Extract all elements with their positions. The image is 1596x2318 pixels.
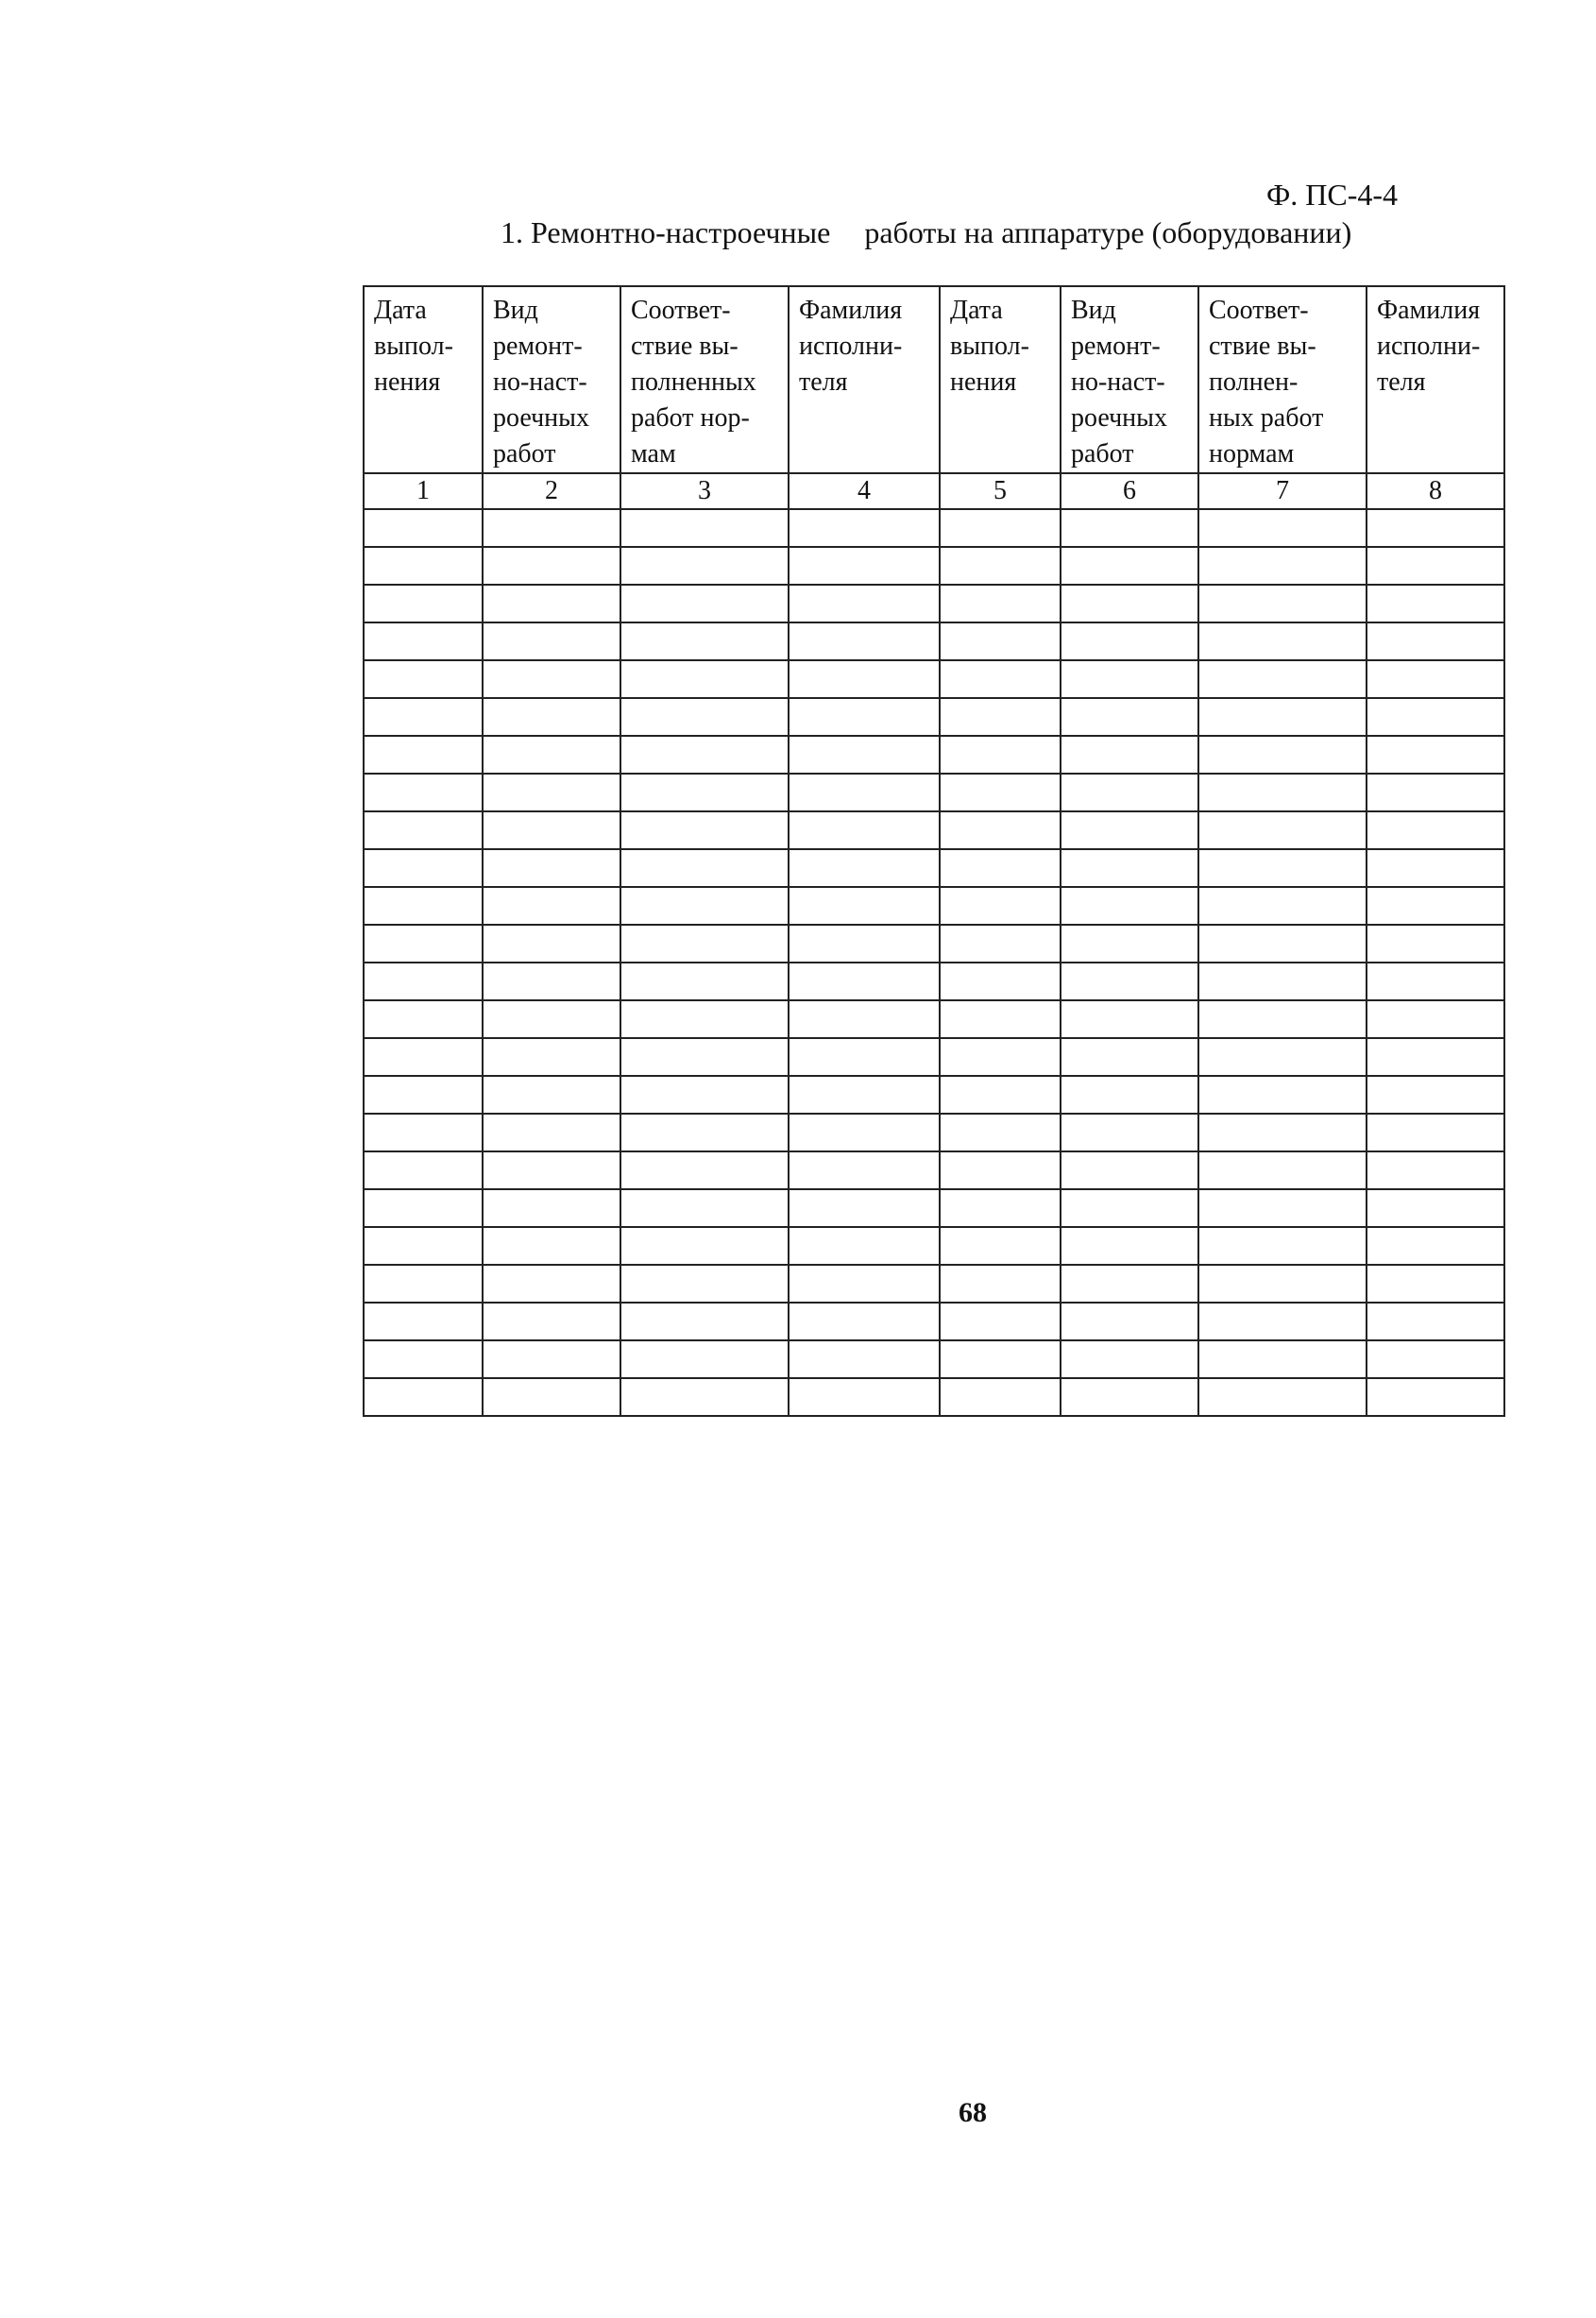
table-cell [789, 1303, 940, 1340]
table-cell [789, 1038, 940, 1076]
table-cell [364, 1000, 483, 1038]
table-cell [620, 849, 789, 887]
table-row [364, 1151, 1504, 1189]
table-cell [1061, 1265, 1198, 1303]
table-cell [1061, 887, 1198, 925]
table-row [364, 849, 1504, 887]
table-cell [620, 1038, 789, 1076]
table-cell [1061, 963, 1198, 1000]
table-cell [364, 585, 483, 622]
table-cell [620, 736, 789, 774]
table-cell [364, 1340, 483, 1378]
table-cell [483, 736, 620, 774]
table-row [364, 1265, 1504, 1303]
table-cell [940, 963, 1061, 1000]
table-cell [620, 585, 789, 622]
table-row [364, 1340, 1504, 1378]
table-cell [483, 774, 620, 811]
table-cell [940, 1227, 1061, 1265]
page-number: 68 [959, 2097, 987, 2128]
table-cell [620, 774, 789, 811]
table-cell [1367, 1189, 1504, 1227]
table-cell [1198, 622, 1367, 660]
table-cell [789, 1378, 940, 1416]
table-cell [1198, 660, 1367, 698]
header-row [364, 286, 1504, 473]
table-row [364, 1378, 1504, 1416]
table-cell [1061, 547, 1198, 585]
table-cell [1061, 1038, 1198, 1076]
table-cell [1198, 849, 1367, 887]
table-cell [940, 1000, 1061, 1038]
table-cell [1367, 1227, 1504, 1265]
table-cell [1367, 547, 1504, 585]
table-cell [789, 1265, 940, 1303]
table-cell [1061, 509, 1198, 547]
table-cell [940, 1378, 1061, 1416]
table-row [364, 736, 1504, 774]
table-cell [620, 1378, 789, 1416]
table-cell [1367, 698, 1504, 736]
table-cell [364, 660, 483, 698]
table-row [364, 811, 1504, 849]
table-cell [364, 925, 483, 963]
table-cell [483, 622, 620, 660]
table-cell [789, 585, 940, 622]
table-cell [483, 585, 620, 622]
table-row [364, 622, 1504, 660]
table-cell [789, 774, 940, 811]
table-cell [789, 1340, 940, 1378]
table-cell [620, 925, 789, 963]
table-cell [1198, 736, 1367, 774]
table-cell [1061, 1076, 1198, 1114]
table-cell [364, 1189, 483, 1227]
form-title-part2: работы на аппаратуре (оборудовании) [864, 215, 1352, 249]
table-cell [1367, 774, 1504, 811]
table-cell [483, 925, 620, 963]
table-cell [483, 1000, 620, 1038]
header-executor-2: Фамилия исполни- теля [1367, 286, 1504, 473]
table-row [364, 1038, 1504, 1076]
table-cell [1061, 585, 1198, 622]
table-cell [789, 698, 940, 736]
table-cell [940, 660, 1061, 698]
table-cell [483, 1038, 620, 1076]
table-cell [620, 698, 789, 736]
table-cell [1061, 1151, 1198, 1189]
column-number-row [364, 473, 1504, 509]
table-cell [364, 1038, 483, 1076]
table-cell [1367, 585, 1504, 622]
table-cell [1061, 1340, 1198, 1378]
table-cell [940, 622, 1061, 660]
table-cell [1198, 1378, 1367, 1416]
table-row [364, 1114, 1504, 1151]
table-cell [1061, 1378, 1198, 1416]
table-cell [483, 1378, 620, 1416]
table-cell [1367, 1114, 1504, 1151]
table-cell [1061, 622, 1198, 660]
table-cell [940, 1114, 1061, 1151]
table-cell [1367, 1151, 1504, 1189]
table-cell [1061, 1227, 1198, 1265]
table-cell [1061, 1189, 1198, 1227]
table-cell [1198, 1038, 1367, 1076]
table-cell [1367, 509, 1504, 547]
table-row [364, 887, 1504, 925]
table-cell [940, 925, 1061, 963]
column-number: 7 [1198, 473, 1367, 509]
table-cell [1198, 1189, 1367, 1227]
table-row [364, 698, 1504, 736]
table-cell [364, 622, 483, 660]
table-row [364, 547, 1504, 585]
table-cell [483, 1227, 620, 1265]
table-cell [1061, 849, 1198, 887]
table-cell [620, 509, 789, 547]
table-cell [483, 811, 620, 849]
table-cell [483, 887, 620, 925]
table-cell [1367, 1303, 1504, 1340]
table-cell [1367, 660, 1504, 698]
table-cell [940, 887, 1061, 925]
table-cell [1198, 925, 1367, 963]
table-cell [620, 1303, 789, 1340]
table-cell [364, 1303, 483, 1340]
table-cell [789, 622, 940, 660]
table-cell [483, 660, 620, 698]
table-cell [1198, 1076, 1367, 1114]
table-cell [940, 547, 1061, 585]
table-cell [364, 509, 483, 547]
table-row [364, 1189, 1504, 1227]
table-cell [1367, 622, 1504, 660]
table-cell [620, 1340, 789, 1378]
table-cell [940, 1151, 1061, 1189]
form-code: Ф. ПС-4-4 [1265, 178, 1398, 212]
table-cell [620, 622, 789, 660]
header-date-1: Дата выпол- нения [364, 286, 483, 473]
table-cell [1367, 849, 1504, 887]
table-cell [364, 1076, 483, 1114]
table-cell [789, 887, 940, 925]
table-cell [940, 1038, 1061, 1076]
table-cell [940, 736, 1061, 774]
table-cell [789, 1114, 940, 1151]
column-number: 3 [620, 473, 789, 509]
table-cell [1367, 887, 1504, 925]
table-cell [940, 1303, 1061, 1340]
table-cell [364, 547, 483, 585]
table-cell [483, 1076, 620, 1114]
table-cell [789, 849, 940, 887]
table-cell [1198, 547, 1367, 585]
table-row [364, 1303, 1504, 1340]
table-row [364, 1076, 1504, 1114]
table-cell [1198, 1000, 1367, 1038]
table-cell [1367, 1378, 1504, 1416]
table-cell [1061, 1000, 1198, 1038]
table-cell [364, 1114, 483, 1151]
table-row [364, 1227, 1504, 1265]
table-row [364, 925, 1504, 963]
table-cell [364, 774, 483, 811]
table-cell [1198, 811, 1367, 849]
header-date-2: Дата выпол- нения [940, 286, 1061, 473]
table-row [364, 774, 1504, 811]
header-compliance-1: Соответ- ствие вы- полненных работ нор- мам [620, 286, 789, 473]
table-cell [620, 1227, 789, 1265]
table-cell [364, 811, 483, 849]
table-row [364, 1000, 1504, 1038]
table-cell [1198, 698, 1367, 736]
table-cell [1061, 698, 1198, 736]
table-cell [1061, 774, 1198, 811]
table-cell [364, 1265, 483, 1303]
table-cell [483, 1151, 620, 1189]
table-cell [1367, 963, 1504, 1000]
table-cell [940, 698, 1061, 736]
table-cell [1198, 1151, 1367, 1189]
column-number: 1 [364, 473, 483, 509]
table-cell [1061, 736, 1198, 774]
table-cell [1367, 736, 1504, 774]
table-cell [364, 698, 483, 736]
table-cell [789, 1227, 940, 1265]
table-cell [1367, 1340, 1504, 1378]
table-cell [620, 1076, 789, 1114]
table-cell [1198, 1265, 1367, 1303]
table-cell [620, 660, 789, 698]
table-cell [364, 736, 483, 774]
table-cell [620, 1114, 789, 1151]
table-cell [1198, 1227, 1367, 1265]
table-cell [483, 1303, 620, 1340]
table-cell [1061, 811, 1198, 849]
table-cell [940, 1189, 1061, 1227]
table-cell [1198, 774, 1367, 811]
form-title [501, 215, 1407, 250]
table-cell [1367, 1000, 1504, 1038]
table-row [364, 509, 1504, 547]
table-cell [483, 1114, 620, 1151]
table-cell [789, 1151, 940, 1189]
table-cell [483, 1340, 620, 1378]
table-row [364, 963, 1504, 1000]
table-row [364, 585, 1504, 622]
table-cell [789, 1076, 940, 1114]
table-cell [1367, 1038, 1504, 1076]
column-number: 8 [1367, 473, 1504, 509]
table-cell [940, 1340, 1061, 1378]
table-cell [1367, 811, 1504, 849]
table-cell [1367, 1265, 1504, 1303]
table-cell [1061, 925, 1198, 963]
table-cell [483, 698, 620, 736]
table-cell [940, 774, 1061, 811]
table-cell [483, 547, 620, 585]
table-cell [1198, 1340, 1367, 1378]
table-cell [789, 660, 940, 698]
table-cell [364, 1378, 483, 1416]
table-cell [1198, 509, 1367, 547]
table-cell [1367, 925, 1504, 963]
table-cell [1198, 887, 1367, 925]
table-cell [364, 887, 483, 925]
table-cell [364, 1227, 483, 1265]
table-cell [940, 1076, 1061, 1114]
table-cell [789, 509, 940, 547]
table-cell [940, 509, 1061, 547]
column-number: 4 [789, 473, 940, 509]
table-cell [940, 849, 1061, 887]
table-cell [789, 925, 940, 963]
table-cell [483, 1265, 620, 1303]
column-number: 6 [1061, 473, 1198, 509]
table-cell [789, 963, 940, 1000]
table-cell [620, 887, 789, 925]
table-cell [483, 963, 620, 1000]
table-cell [364, 1151, 483, 1189]
table-cell [620, 1189, 789, 1227]
table-cell [483, 849, 620, 887]
table-cell [483, 509, 620, 547]
form-title-part1: 1. Ремонтно-настроечные [501, 215, 831, 249]
header-work-type-2: Вид ремонт- но-наст- роечных работ [1061, 286, 1198, 473]
table-cell [364, 963, 483, 1000]
table-cell [620, 1265, 789, 1303]
table-cell [940, 811, 1061, 849]
table-cell [483, 1189, 620, 1227]
table-row [364, 660, 1504, 698]
table-cell [620, 1151, 789, 1189]
table-cell [940, 585, 1061, 622]
column-number: 5 [940, 473, 1061, 509]
header-compliance-2: Соответ- ствие вы- полнен- ных работ нормам [1198, 286, 1367, 473]
repair-works-table [363, 285, 1505, 1417]
table-cell [789, 547, 940, 585]
table-cell [620, 963, 789, 1000]
table-cell [789, 736, 940, 774]
table-cell [1061, 1114, 1198, 1151]
table-cell [1061, 660, 1198, 698]
table-cell [789, 811, 940, 849]
table-cell [1198, 585, 1367, 622]
table-cell [1061, 1303, 1198, 1340]
table-cell [620, 1000, 789, 1038]
column-number: 2 [483, 473, 620, 509]
table-cell [940, 1265, 1061, 1303]
table-cell [1367, 1076, 1504, 1114]
table-cell [1198, 963, 1367, 1000]
table-cell [1198, 1114, 1367, 1151]
header-work-type-1: Вид ремонт- но-наст- роечных работ [483, 286, 620, 473]
table-cell [364, 849, 483, 887]
table-cell [789, 1189, 940, 1227]
table-cell [620, 547, 789, 585]
table-cell [789, 1000, 940, 1038]
table-cell [1198, 1303, 1367, 1340]
table-cell [620, 811, 789, 849]
header-executor-1: Фамилия исполни- теля [789, 286, 940, 473]
